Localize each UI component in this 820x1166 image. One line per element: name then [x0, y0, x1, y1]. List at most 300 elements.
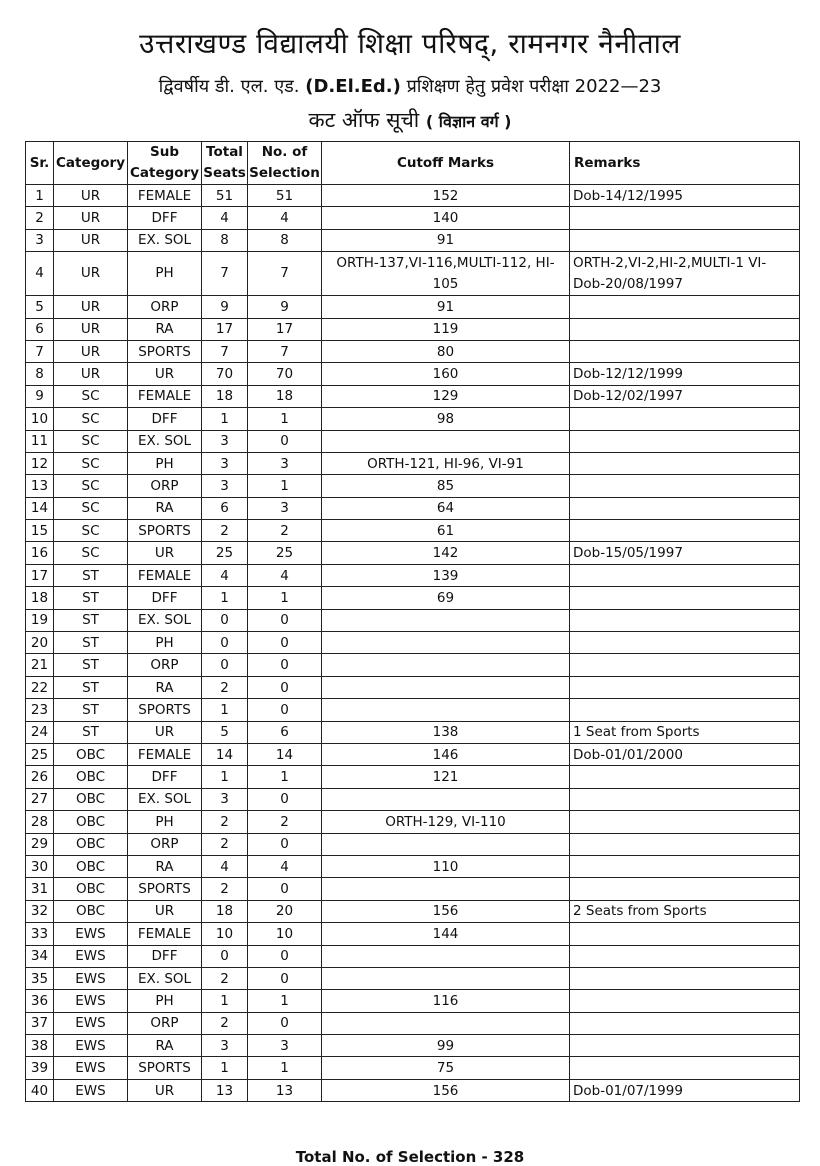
- cell-total-seats: 2: [202, 811, 248, 833]
- cell-selection: 3: [248, 452, 322, 474]
- cell-sub-category: DFF: [128, 207, 202, 229]
- cell-sub-category: RA: [128, 855, 202, 877]
- table-row: [26, 1012, 800, 1034]
- cell-total-seats: 2: [202, 1012, 248, 1034]
- list-heading: [0, 106, 820, 134]
- cell-cutoff: 64: [322, 497, 570, 519]
- table-row: [26, 296, 800, 318]
- cell-cutoff: 80: [322, 340, 570, 362]
- cell-sub-category: RA: [128, 676, 202, 698]
- cell-total-seats: 1: [202, 587, 248, 609]
- cell-category: SC: [54, 520, 128, 542]
- cell-selection: 4: [248, 207, 322, 229]
- cell-total-seats: 1: [202, 408, 248, 430]
- cell-selection: 4: [248, 855, 322, 877]
- cell-sr: 6: [26, 318, 54, 340]
- cell-total-seats: 3: [202, 1035, 248, 1057]
- cell-sub-category: EX. SOL: [128, 609, 202, 631]
- table-row: [26, 1079, 800, 1101]
- cell-selection: 1: [248, 990, 322, 1012]
- cell-total-seats: 2: [202, 878, 248, 900]
- cell-remarks: [570, 475, 800, 497]
- cell-category: EWS: [54, 1012, 128, 1034]
- cell-sr: 22: [26, 676, 54, 698]
- cell-total-seats: 1: [202, 990, 248, 1012]
- cell-cutoff: 61: [322, 520, 570, 542]
- table-header-row: [26, 142, 800, 185]
- cell-remarks: Dob-12/02/1997: [570, 385, 800, 407]
- cell-sr: 13: [26, 475, 54, 497]
- cell-category: EWS: [54, 990, 128, 1012]
- cell-remarks: [570, 296, 800, 318]
- cell-total-seats: 6: [202, 497, 248, 519]
- cell-selection: 17: [248, 318, 322, 340]
- cell-total-seats: 0: [202, 609, 248, 631]
- cell-remarks: [570, 497, 800, 519]
- cell-remarks: [570, 811, 800, 833]
- cell-sub-category: DFF: [128, 945, 202, 967]
- cell-category: EWS: [54, 967, 128, 989]
- cell-selection: 8: [248, 229, 322, 251]
- cell-sr: 26: [26, 766, 54, 788]
- cell-remarks: [570, 878, 800, 900]
- cell-cutoff: 144: [322, 923, 570, 945]
- cell-remarks: [570, 855, 800, 877]
- cell-sr: 30: [26, 855, 54, 877]
- cell-sub-category: SPORTS: [128, 1057, 202, 1079]
- cell-sub-category: RA: [128, 1035, 202, 1057]
- cell-sub-category: PH: [128, 452, 202, 474]
- cell-cutoff: 142: [322, 542, 570, 564]
- cell-cutoff: 91: [322, 229, 570, 251]
- cell-remarks: [570, 990, 800, 1012]
- cell-total-seats: 1: [202, 699, 248, 721]
- cell-sr: 17: [26, 564, 54, 586]
- cell-remarks: 1 Seat from Sports: [570, 721, 800, 743]
- cell-remarks: Dob-15/05/1997: [570, 542, 800, 564]
- cell-remarks: [570, 430, 800, 452]
- cell-sr: 4: [26, 252, 54, 296]
- cell-category: OBC: [54, 855, 128, 877]
- cell-total-seats: 3: [202, 788, 248, 810]
- table-row: [26, 811, 800, 833]
- cell-sr: 14: [26, 497, 54, 519]
- table-row: [26, 385, 800, 407]
- cell-remarks: Dob-12/12/1999: [570, 363, 800, 385]
- cell-sub-category: ORP: [128, 1012, 202, 1034]
- table-row: [26, 699, 800, 721]
- cell-remarks: [570, 766, 800, 788]
- cell-cutoff: 85: [322, 475, 570, 497]
- cell-category: ST: [54, 676, 128, 698]
- cell-total-seats: 10: [202, 923, 248, 945]
- cell-sub-category: EX. SOL: [128, 229, 202, 251]
- list-branch: ( विज्ञान वर्ग ): [425, 112, 512, 131]
- cell-total-seats: 0: [202, 632, 248, 654]
- cell-remarks: [570, 945, 800, 967]
- cell-sub-category: SPORTS: [128, 878, 202, 900]
- cell-sub-category: SPORTS: [128, 699, 202, 721]
- table-row: [26, 340, 800, 362]
- cell-cutoff: 110: [322, 855, 570, 877]
- cell-remarks: [570, 788, 800, 810]
- cell-category: SC: [54, 475, 128, 497]
- cell-cutoff: [322, 632, 570, 654]
- cell-sr: 3: [26, 229, 54, 251]
- cell-sr: 1: [26, 185, 54, 207]
- table-row: [26, 475, 800, 497]
- cell-sub-category: FEMALE: [128, 743, 202, 765]
- table-row: [26, 587, 800, 609]
- col-header-category: Category: [54, 142, 128, 185]
- cell-selection: 3: [248, 1035, 322, 1057]
- cutoff-table: [25, 141, 800, 1102]
- cell-selection: 13: [248, 1079, 322, 1101]
- cell-selection: 25: [248, 542, 322, 564]
- cell-sr: 27: [26, 788, 54, 810]
- cell-sr: 18: [26, 587, 54, 609]
- table-row: [26, 318, 800, 340]
- cell-total-seats: 2: [202, 833, 248, 855]
- cell-sr: 37: [26, 1012, 54, 1034]
- cell-remarks: [570, 318, 800, 340]
- cell-sr: 2: [26, 207, 54, 229]
- cell-total-seats: 14: [202, 743, 248, 765]
- cell-remarks: [570, 699, 800, 721]
- table-row: [26, 452, 800, 474]
- table-row: [26, 542, 800, 564]
- cell-category: OBC: [54, 878, 128, 900]
- cell-cutoff: ORTH-137,VI-116,MULTI-112, HI-105: [322, 252, 570, 296]
- cell-remarks: [570, 833, 800, 855]
- cell-cutoff: [322, 967, 570, 989]
- cell-sub-category: RA: [128, 497, 202, 519]
- cell-sub-category: DFF: [128, 766, 202, 788]
- cell-total-seats: 7: [202, 340, 248, 362]
- cell-sr: 40: [26, 1079, 54, 1101]
- cell-remarks: [570, 564, 800, 586]
- cell-sr: 9: [26, 385, 54, 407]
- cell-cutoff: [322, 609, 570, 631]
- cell-category: UR: [54, 318, 128, 340]
- col-header-total-seats: Total Seats: [202, 142, 248, 185]
- cell-selection: 0: [248, 632, 322, 654]
- list-title: कट ऑफ सूची: [308, 108, 420, 132]
- cell-remarks: ORTH-2,VI-2,HI-2,MULTI-1 VI-Dob-20/08/1997: [570, 252, 800, 296]
- table-row: [26, 520, 800, 542]
- cell-total-seats: 4: [202, 564, 248, 586]
- cell-sub-category: PH: [128, 632, 202, 654]
- cell-remarks: [570, 1035, 800, 1057]
- cell-cutoff: [322, 1012, 570, 1034]
- cell-remarks: [570, 923, 800, 945]
- cell-total-seats: 1: [202, 1057, 248, 1079]
- cell-cutoff: [322, 699, 570, 721]
- subtitle-prefix: द्विवर्षीय डी. एल. एड.: [158, 76, 300, 97]
- cell-selection: 18: [248, 385, 322, 407]
- cell-sub-category: ORP: [128, 833, 202, 855]
- cell-selection: 20: [248, 900, 322, 922]
- cell-sub-category: UR: [128, 900, 202, 922]
- cell-sub-category: PH: [128, 252, 202, 296]
- table-row: [26, 363, 800, 385]
- cell-category: EWS: [54, 1035, 128, 1057]
- cell-sr: 16: [26, 542, 54, 564]
- cell-selection: 0: [248, 609, 322, 631]
- cell-sr: 34: [26, 945, 54, 967]
- table-row: [26, 766, 800, 788]
- cell-sub-category: DFF: [128, 587, 202, 609]
- cell-selection: 7: [248, 252, 322, 296]
- cell-remarks: [570, 632, 800, 654]
- cell-selection: 51: [248, 185, 322, 207]
- table-row: [26, 833, 800, 855]
- cell-category: UR: [54, 252, 128, 296]
- cell-sub-category: ORP: [128, 654, 202, 676]
- cell-total-seats: 3: [202, 430, 248, 452]
- cell-sub-category: RA: [128, 318, 202, 340]
- cell-sub-category: SPORTS: [128, 340, 202, 362]
- cell-remarks: [570, 654, 800, 676]
- cell-remarks: [570, 587, 800, 609]
- table-row: [26, 564, 800, 586]
- cell-selection: 0: [248, 676, 322, 698]
- table-row: [26, 945, 800, 967]
- table-row: [26, 676, 800, 698]
- table-row: [26, 430, 800, 452]
- cell-category: UR: [54, 296, 128, 318]
- cell-selection: 9: [248, 296, 322, 318]
- cell-sr: 31: [26, 878, 54, 900]
- cell-total-seats: 70: [202, 363, 248, 385]
- cell-selection: 0: [248, 699, 322, 721]
- cell-total-seats: 9: [202, 296, 248, 318]
- cell-sr: 12: [26, 452, 54, 474]
- cell-cutoff: 129: [322, 385, 570, 407]
- cell-selection: 1: [248, 475, 322, 497]
- cell-total-seats: 13: [202, 1079, 248, 1101]
- cell-cutoff: 98: [322, 408, 570, 430]
- cell-cutoff: 116: [322, 990, 570, 1012]
- col-header-remarks: Remarks: [570, 142, 800, 185]
- cell-total-seats: 0: [202, 945, 248, 967]
- cell-cutoff: 121: [322, 766, 570, 788]
- cell-remarks: [570, 1012, 800, 1034]
- cell-category: EWS: [54, 923, 128, 945]
- cell-category: UR: [54, 207, 128, 229]
- cell-total-seats: 1: [202, 766, 248, 788]
- cell-cutoff: [322, 878, 570, 900]
- table-body: [26, 185, 800, 1102]
- cell-cutoff: 91: [322, 296, 570, 318]
- subtitle-suffix: प्रशिक्षण हेतु प्रवेश परीक्षा 2022—23: [406, 76, 662, 97]
- cell-cutoff: [322, 945, 570, 967]
- table-row: [26, 878, 800, 900]
- table-row: [26, 632, 800, 654]
- table-row: [26, 609, 800, 631]
- cell-total-seats: 3: [202, 452, 248, 474]
- cell-total-seats: 3: [202, 475, 248, 497]
- cell-sr: 29: [26, 833, 54, 855]
- cell-selection: 0: [248, 967, 322, 989]
- cell-category: EWS: [54, 1057, 128, 1079]
- cell-cutoff: 156: [322, 1079, 570, 1101]
- cell-selection: 7: [248, 340, 322, 362]
- cell-category: UR: [54, 363, 128, 385]
- cell-selection: 0: [248, 833, 322, 855]
- cell-sub-category: SPORTS: [128, 520, 202, 542]
- cell-total-seats: 5: [202, 721, 248, 743]
- cell-category: EWS: [54, 945, 128, 967]
- cell-sr: 33: [26, 923, 54, 945]
- cell-remarks: Dob-01/07/1999: [570, 1079, 800, 1101]
- cell-cutoff: ORTH-121, HI-96, VI-91: [322, 452, 570, 474]
- table-row: [26, 855, 800, 877]
- cell-cutoff: [322, 788, 570, 810]
- cell-remarks: [570, 340, 800, 362]
- cell-selection: 70: [248, 363, 322, 385]
- col-header-sub-category: Sub Category: [128, 142, 202, 185]
- cell-total-seats: 7: [202, 252, 248, 296]
- cell-sr: 25: [26, 743, 54, 765]
- cell-category: SC: [54, 408, 128, 430]
- cell-selection: 6: [248, 721, 322, 743]
- cell-remarks: [570, 207, 800, 229]
- cell-sub-category: EX. SOL: [128, 430, 202, 452]
- cell-sr: 11: [26, 430, 54, 452]
- cell-sr: 21: [26, 654, 54, 676]
- cell-sr: 38: [26, 1035, 54, 1057]
- table-row: [26, 207, 800, 229]
- cell-sr: 10: [26, 408, 54, 430]
- cell-cutoff: 139: [322, 564, 570, 586]
- table-row: [26, 252, 800, 296]
- cell-category: UR: [54, 185, 128, 207]
- subtitle-code: (D.El.Ed.): [305, 76, 401, 97]
- cell-sub-category: FEMALE: [128, 385, 202, 407]
- cell-category: UR: [54, 229, 128, 251]
- cell-sub-category: UR: [128, 363, 202, 385]
- cell-selection: 1: [248, 587, 322, 609]
- cell-cutoff: 119: [322, 318, 570, 340]
- cell-sr: 20: [26, 632, 54, 654]
- cell-selection: 0: [248, 788, 322, 810]
- cell-remarks: [570, 609, 800, 631]
- cell-cutoff: ORTH-129, VI-110: [322, 811, 570, 833]
- cell-remarks: [570, 676, 800, 698]
- cell-category: SC: [54, 542, 128, 564]
- cell-selection: 3: [248, 497, 322, 519]
- cell-total-seats: 51: [202, 185, 248, 207]
- cell-sub-category: FEMALE: [128, 923, 202, 945]
- exam-subtitle: [0, 74, 820, 98]
- cell-remarks: [570, 452, 800, 474]
- cell-remarks: [570, 408, 800, 430]
- cell-remarks: [570, 967, 800, 989]
- cell-category: ST: [54, 609, 128, 631]
- cell-selection: 0: [248, 654, 322, 676]
- cell-category: SC: [54, 497, 128, 519]
- cell-cutoff: 75: [322, 1057, 570, 1079]
- cell-category: OBC: [54, 766, 128, 788]
- cell-sub-category: FEMALE: [128, 564, 202, 586]
- cell-cutoff: 140: [322, 207, 570, 229]
- cell-selection: 4: [248, 564, 322, 586]
- cell-category: OBC: [54, 900, 128, 922]
- cell-category: ST: [54, 632, 128, 654]
- cell-selection: 2: [248, 520, 322, 542]
- cell-sr: 19: [26, 609, 54, 631]
- cell-sr: 23: [26, 699, 54, 721]
- cell-category: UR: [54, 340, 128, 362]
- cell-sub-category: PH: [128, 990, 202, 1012]
- cell-total-seats: 2: [202, 967, 248, 989]
- cell-cutoff: [322, 654, 570, 676]
- table-row: [26, 654, 800, 676]
- cell-category: EWS: [54, 1079, 128, 1101]
- table-row: [26, 1035, 800, 1057]
- cell-remarks: [570, 1057, 800, 1079]
- cell-selection: 1: [248, 408, 322, 430]
- cell-cutoff: 99: [322, 1035, 570, 1057]
- cell-cutoff: 160: [322, 363, 570, 385]
- cell-cutoff: 156: [322, 900, 570, 922]
- cell-sub-category: EX. SOL: [128, 788, 202, 810]
- cell-sr: 35: [26, 967, 54, 989]
- cell-remarks: [570, 520, 800, 542]
- cell-selection: 1: [248, 1057, 322, 1079]
- cell-category: OBC: [54, 811, 128, 833]
- cell-total-seats: 18: [202, 385, 248, 407]
- cell-category: SC: [54, 385, 128, 407]
- table-row: [26, 497, 800, 519]
- cell-remarks: Dob-01/01/2000: [570, 743, 800, 765]
- cell-selection: 0: [248, 945, 322, 967]
- cell-sub-category: ORP: [128, 296, 202, 318]
- cell-sr: 7: [26, 340, 54, 362]
- cell-sr: 15: [26, 520, 54, 542]
- cell-sr: 8: [26, 363, 54, 385]
- table-row: [26, 967, 800, 989]
- cell-sr: 36: [26, 990, 54, 1012]
- cell-cutoff: [322, 833, 570, 855]
- cell-selection: 14: [248, 743, 322, 765]
- cell-selection: 2: [248, 811, 322, 833]
- cell-sr: 28: [26, 811, 54, 833]
- cell-total-seats: 0: [202, 654, 248, 676]
- cell-total-seats: 17: [202, 318, 248, 340]
- cell-cutoff: 152: [322, 185, 570, 207]
- cell-total-seats: 8: [202, 229, 248, 251]
- cell-category: SC: [54, 430, 128, 452]
- cell-cutoff: [322, 430, 570, 452]
- cell-selection: 10: [248, 923, 322, 945]
- cell-total-seats: 18: [202, 900, 248, 922]
- cell-cutoff: 146: [322, 743, 570, 765]
- table-row: [26, 923, 800, 945]
- cell-sr: 32: [26, 900, 54, 922]
- table-row: [26, 990, 800, 1012]
- table-row: [26, 1057, 800, 1079]
- cell-selection: 0: [248, 1012, 322, 1034]
- cell-total-seats: 2: [202, 676, 248, 698]
- page-title: उत्तराखण्ड विद्यालयी शिक्षा परिषद्, रामनगर नैनीताल: [139, 27, 681, 60]
- cell-remarks: 2 Seats from Sports: [570, 900, 800, 922]
- cell-sub-category: PH: [128, 811, 202, 833]
- col-header-sr: Sr.: [26, 142, 54, 185]
- cell-sub-category: DFF: [128, 408, 202, 430]
- cell-sr: 24: [26, 721, 54, 743]
